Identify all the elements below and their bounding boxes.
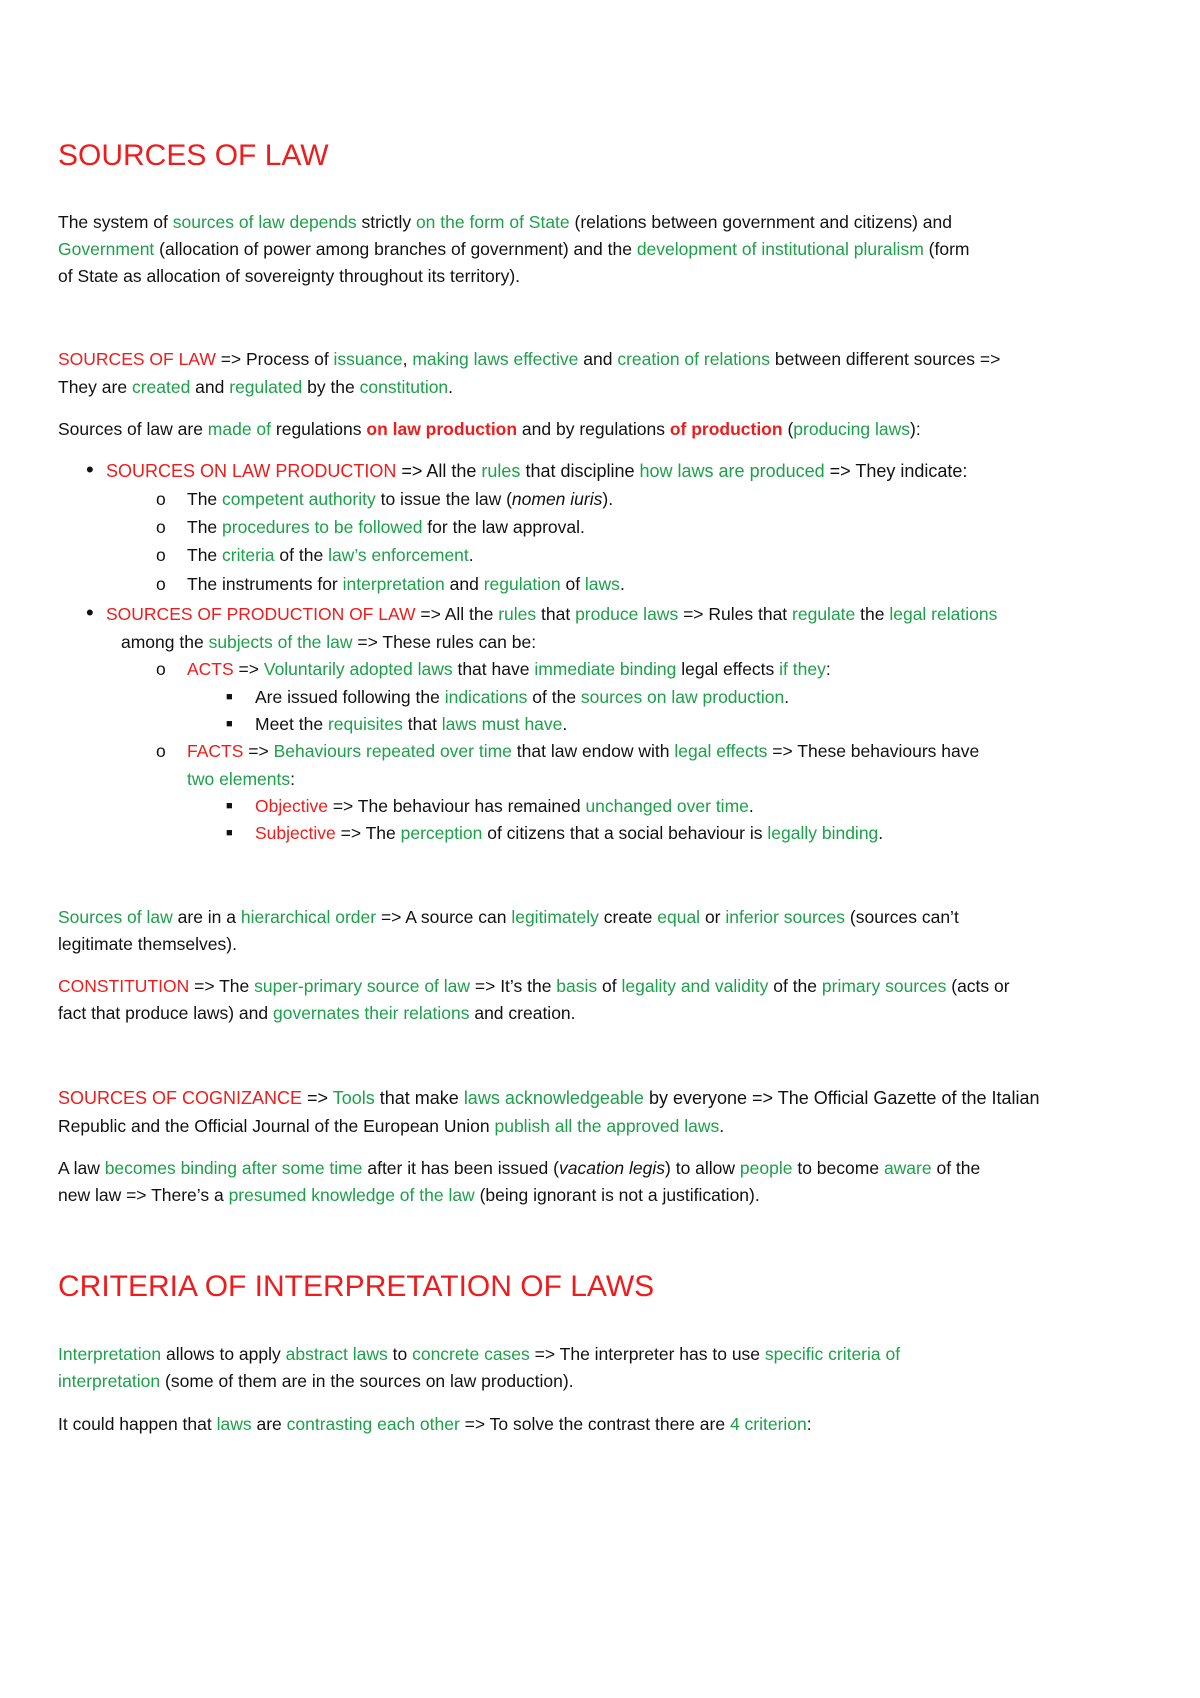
- text-segment: The: [187, 545, 223, 565]
- text-segment: (sources can’t: [845, 907, 959, 927]
- text-line: [58, 975, 1158, 997]
- text-segment: to become: [792, 1158, 884, 1178]
- text-segment: and: [190, 377, 230, 397]
- text-segment: if they: [779, 659, 826, 679]
- text-segment: governates their relations: [272, 1003, 470, 1023]
- text-segment: development of institutional pluralism: [636, 239, 924, 259]
- text-segment: of citizens that a social behaviour is: [482, 823, 768, 843]
- text-segment: SOURCES OF PRODUCTION OF LAW: [106, 604, 416, 624]
- text-segment: that: [402, 714, 442, 734]
- text-segment: among the: [121, 632, 209, 652]
- bullet-circle-icon: o: [156, 545, 166, 565]
- text-segment: Interpretation: [58, 1344, 162, 1364]
- text-segment: The: [187, 517, 223, 537]
- text-segment: of the: [931, 1158, 981, 1178]
- text-segment: concrete cases: [412, 1344, 530, 1364]
- text-segment: how laws are produced: [639, 461, 825, 481]
- text-segment: on law production: [366, 419, 518, 439]
- text-line: [58, 1343, 1158, 1365]
- text-segment: equal: [657, 907, 701, 927]
- text-segment: Are issued following the: [255, 687, 445, 707]
- text-segment: Behaviours repeated over time: [273, 741, 512, 761]
- text-segment: =>: [233, 659, 264, 679]
- text-segment: :: [806, 1414, 812, 1434]
- text-segment: creation of relations: [617, 349, 771, 369]
- bullet-dot-icon: •: [86, 457, 94, 482]
- text-segment: constitution: [359, 377, 449, 397]
- text-segment: (being ignorant is not a justification).: [474, 1185, 760, 1205]
- text-segment: and: [578, 349, 618, 369]
- text-line: [58, 376, 1158, 398]
- bullet-dot-icon: •: [86, 600, 94, 625]
- text-segment: that discipline: [520, 461, 640, 481]
- heading-sources-of-law: SOURCES OF LAW: [58, 139, 329, 172]
- text-segment: CONSTITUTION: [58, 976, 190, 996]
- text-line: [58, 238, 1158, 260]
- text-segment: .: [448, 377, 454, 397]
- bullet-square-icon: ■: [226, 827, 233, 839]
- list-item: [255, 822, 1200, 844]
- text-segment: are in a: [172, 907, 241, 927]
- text-segment: => All the: [396, 461, 482, 481]
- bullet-circle-icon: o: [156, 574, 166, 594]
- text-segment: nomen iuris: [511, 489, 603, 509]
- text-segment: criteria: [222, 545, 275, 565]
- text-segment: ).: [602, 489, 614, 509]
- text-segment: and by regulations: [517, 419, 670, 439]
- text-segment: or: [700, 907, 726, 927]
- text-segment: of: [597, 976, 622, 996]
- text-line: [58, 1370, 1158, 1392]
- text-segment: => The interpreter has to use: [529, 1344, 765, 1364]
- text-segment: of the: [527, 687, 581, 707]
- text-segment: laws must have: [441, 714, 563, 734]
- text-segment: =>: [243, 741, 274, 761]
- text-segment: interpretation: [58, 1371, 161, 1391]
- text-segment: ACTS: [187, 659, 234, 679]
- text-segment: subjects of the law: [208, 632, 353, 652]
- text-segment: of: [560, 574, 585, 594]
- text-segment: legal effects: [674, 741, 768, 761]
- text-segment: .: [562, 714, 568, 734]
- text-segment: .: [468, 545, 474, 565]
- text-segment: that have: [452, 659, 535, 679]
- text-segment: fact that produce laws) and: [58, 1003, 273, 1023]
- text-segment: legally binding: [767, 823, 879, 843]
- text-line: [58, 1413, 1158, 1435]
- text-segment: ,: [402, 349, 413, 369]
- text-segment: producing laws: [793, 419, 911, 439]
- list-item: [106, 603, 1200, 625]
- text-segment: Subjective: [255, 823, 336, 843]
- text-segment: Sources of law: [58, 907, 173, 927]
- text-segment: SOURCES ON LAW PRODUCTION: [106, 461, 397, 481]
- list-item: [121, 631, 1200, 653]
- text-segment: Sources of law are: [58, 419, 208, 439]
- text-segment: SOURCES OF LAW: [58, 349, 216, 369]
- text-segment: of State as allocation of sovereignty throughout its territory).: [58, 266, 521, 286]
- text-segment: contrasting each other: [286, 1414, 460, 1434]
- text-line: [58, 1184, 1158, 1206]
- text-segment: legal relations: [889, 604, 998, 624]
- text-segment: unchanged over time: [585, 796, 749, 816]
- text-segment: laws: [216, 1414, 252, 1434]
- text-segment: => The behaviour has remained: [327, 796, 586, 816]
- text-line: [58, 418, 1158, 440]
- text-segment: => It’s the: [470, 976, 557, 996]
- text-segment: new law => There’s a: [58, 1185, 229, 1205]
- text-segment: competent authority: [222, 489, 376, 509]
- text-segment: (relations between government and citizens) and: [569, 212, 952, 232]
- text-segment: regulation: [483, 574, 561, 594]
- bullet-square-icon: ■: [226, 800, 233, 812]
- text-segment: regulations: [271, 419, 367, 439]
- list-item: [255, 686, 1200, 708]
- text-segment: made of: [207, 419, 272, 439]
- text-segment: of the: [768, 976, 822, 996]
- text-segment: => Process of: [215, 349, 334, 369]
- text-segment: the: [855, 604, 890, 624]
- text-segment: inferior sources: [725, 907, 846, 927]
- text-segment: making laws effective: [412, 349, 579, 369]
- text-segment: .: [719, 1116, 725, 1136]
- text-segment: (form: [923, 239, 970, 259]
- text-line: [58, 265, 1158, 287]
- text-segment: It could happen that: [58, 1414, 217, 1434]
- text-segment: The system of: [58, 212, 173, 232]
- text-segment: create: [598, 907, 658, 927]
- text-segment: abstract laws: [285, 1344, 388, 1364]
- text-segment: by the: [302, 377, 360, 397]
- text-segment: laws acknowledgeable: [463, 1088, 644, 1108]
- text-segment: ) to allow: [665, 1158, 740, 1178]
- text-segment: law’s enforcement: [328, 545, 469, 565]
- text-segment: The instruments for: [187, 574, 343, 594]
- text-segment: that make: [374, 1088, 464, 1108]
- bullet-circle-icon: o: [156, 741, 166, 761]
- text-segment: issuance: [333, 349, 403, 369]
- text-segment: legitimately: [511, 907, 599, 927]
- text-segment: between different sources =>: [770, 349, 1001, 369]
- text-segment: sources of law depends: [172, 212, 357, 232]
- text-segment: created: [131, 377, 191, 397]
- text-segment: :: [290, 769, 295, 789]
- text-segment: legality and validity: [621, 976, 769, 996]
- text-segment: (: [782, 419, 794, 439]
- text-segment: => These rules can be:: [352, 632, 537, 652]
- list-item: [187, 488, 1200, 510]
- text-segment: requisites: [327, 714, 403, 734]
- text-segment: Meet the: [255, 714, 328, 734]
- text-segment: two elements: [187, 769, 291, 789]
- text-segment: strictly: [356, 212, 416, 232]
- text-segment: becomes binding after some time: [104, 1158, 363, 1178]
- text-segment: (some of them are in the sources on law production).: [160, 1371, 574, 1391]
- text-segment: produce laws: [575, 604, 679, 624]
- list-item: [187, 658, 1200, 680]
- text-segment: allows to apply: [161, 1344, 286, 1364]
- text-segment: Republic and the Official Journal of the European Union: [58, 1116, 495, 1136]
- text-segment: legitimate themselves).: [58, 934, 237, 954]
- list-item: [255, 795, 1200, 817]
- text-segment: ):: [910, 419, 921, 439]
- text-segment: (acts or: [946, 976, 1010, 996]
- text-segment: rules: [498, 604, 537, 624]
- text-segment: interpretation: [342, 574, 445, 594]
- text-segment: immediate binding: [534, 659, 677, 679]
- text-segment: indications: [444, 687, 528, 707]
- text-segment: and: [444, 574, 484, 594]
- text-segment: of production: [669, 419, 783, 439]
- text-segment: (allocation of power among branches of government) and the: [154, 239, 637, 259]
- text-segment: that: [536, 604, 576, 624]
- list-item: [187, 573, 1200, 595]
- text-segment: .: [784, 687, 790, 707]
- text-segment: :: [825, 659, 831, 679]
- text-segment: => The: [335, 823, 401, 843]
- text-segment: aware: [883, 1158, 932, 1178]
- text-segment: super-primary source of law: [254, 976, 471, 996]
- text-segment: basis: [556, 976, 598, 996]
- text-segment: procedures to be followed: [222, 517, 423, 537]
- text-segment: primary sources: [821, 976, 947, 996]
- text-segment: => To solve the contrast there are: [459, 1414, 730, 1434]
- text-segment: The: [187, 489, 223, 509]
- text-segment: that law endow with: [511, 741, 675, 761]
- text-segment: A law: [58, 1158, 105, 1178]
- text-segment: after it has been issued (: [362, 1158, 559, 1178]
- bullet-square-icon: ■: [226, 691, 233, 703]
- text-segment: and creation.: [469, 1003, 576, 1023]
- text-line: [58, 933, 1158, 955]
- bullet-circle-icon: o: [156, 489, 166, 509]
- text-segment: FACTS: [187, 741, 244, 761]
- text-segment: publish all the approved laws: [494, 1116, 720, 1136]
- text-line: [58, 1157, 1158, 1179]
- text-segment: => All the: [415, 604, 499, 624]
- text-segment: vacation legis: [558, 1158, 666, 1178]
- text-segment: on the form of State: [415, 212, 570, 232]
- bullet-circle-icon: o: [156, 517, 166, 537]
- text-segment: They are: [58, 377, 132, 397]
- text-segment: perception: [400, 823, 483, 843]
- text-segment: SOURCES OF COGNIZANCE: [58, 1088, 303, 1108]
- text-segment: => The: [189, 976, 255, 996]
- bullet-circle-icon: o: [156, 659, 166, 679]
- text-segment: are: [251, 1414, 287, 1434]
- text-segment: .: [748, 796, 754, 816]
- list-item: [187, 544, 1200, 566]
- text-segment: => Rules that: [678, 604, 793, 624]
- text-segment: => These behaviours have: [767, 741, 980, 761]
- list-item: [187, 768, 1200, 790]
- list-item: [255, 713, 1200, 735]
- list-item: [106, 460, 1200, 482]
- text-segment: legal effects: [676, 659, 780, 679]
- text-segment: Voluntarily adopted laws: [263, 659, 453, 679]
- list-item: [187, 740, 1200, 762]
- text-line: [58, 906, 1158, 928]
- text-segment: .: [878, 823, 884, 843]
- text-segment: Objective: [255, 796, 328, 816]
- text-line: [58, 348, 1158, 370]
- text-segment: of the: [274, 545, 329, 565]
- text-line: [58, 1087, 1158, 1109]
- list-item: [187, 516, 1200, 538]
- text-segment: regulated: [229, 377, 303, 397]
- text-segment: => A source can: [376, 907, 512, 927]
- text-segment: presumed knowledge of the law: [228, 1185, 475, 1205]
- text-segment: .: [619, 574, 625, 594]
- text-segment: hierarchical order: [240, 907, 377, 927]
- text-line: [58, 211, 1158, 233]
- text-segment: regulate: [792, 604, 856, 624]
- text-segment: 4 criterion: [729, 1414, 807, 1434]
- text-segment: Tools: [332, 1088, 375, 1108]
- text-line: [58, 1115, 1158, 1137]
- text-segment: sources on law production: [580, 687, 785, 707]
- text-line: [58, 1002, 1158, 1024]
- text-segment: rules: [481, 461, 521, 481]
- text-segment: laws: [584, 574, 620, 594]
- heading-criteria-of-interpretation: CRITERIA OF INTERPRETATION OF LAWS: [58, 1270, 655, 1303]
- bullet-square-icon: ■: [226, 718, 233, 730]
- text-segment: for the law approval.: [422, 517, 585, 537]
- text-segment: specific criteria of: [764, 1344, 901, 1364]
- text-segment: by everyone => The Official Gazette of the Italian: [643, 1088, 1040, 1108]
- text-segment: =>: [302, 1088, 333, 1108]
- text-segment: Government: [58, 239, 155, 259]
- text-segment: to issue the law (: [375, 489, 512, 509]
- text-segment: => They indicate:: [824, 461, 968, 481]
- text-segment: to: [387, 1344, 413, 1364]
- text-segment: people: [739, 1158, 793, 1178]
